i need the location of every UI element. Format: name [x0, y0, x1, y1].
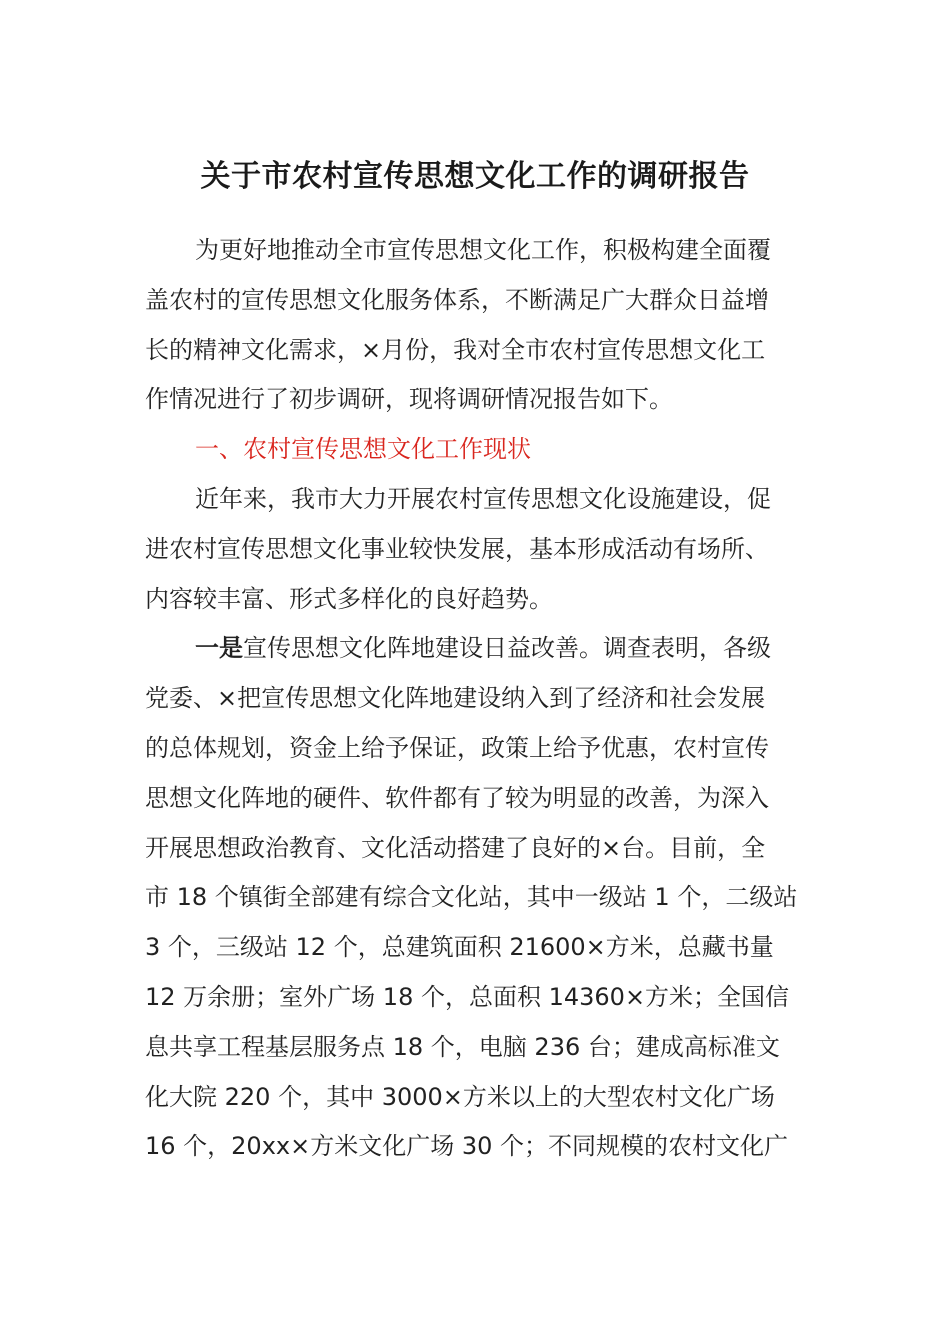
intro-line: 盖农村的宣传思想文化服务体系，不断满足广大群众日益增: [145, 285, 769, 314]
section-heading: 一、农村宣传思想文化工作现状: [195, 435, 531, 464]
point-text: 宣传思想文化阵地建设日益改善。调查表明，各级: [243, 634, 771, 663]
section-line: 内容较丰富、形式多样化的良好趋势。: [145, 584, 553, 613]
point-line: 息共享工程基层服务点 18 个，电脑 236 台；建成高标准文: [145, 1032, 780, 1061]
point-line: 开展思想政治教育、文化活动搭建了良好的×台。目前，全: [145, 833, 766, 862]
point-line: 化大院 220 个，其中 3000×方米以上的大型农村文化广场: [145, 1082, 775, 1111]
point-line: 12 万余册；室外广场 18 个，总面积 14360×方米；全国信: [145, 982, 790, 1011]
point-line: 思想文化阵地的硬件、软件都有了较为明显的改善，为深入: [145, 783, 769, 812]
section-line: 进农村宣传思想文化事业较快发展，基本形成活动有场所、: [145, 534, 769, 563]
intro-line: 为更好地推动全市宣传思想文化工作，积极构建全面覆: [195, 236, 771, 264]
point-label: 一是: [195, 634, 243, 663]
section-line: 近年来，我市大力开展农村宣传思想文化设施建设，促: [195, 484, 771, 513]
intro-line: 长的精神文化需求，×月份，我对全市农村宣传思想文化工: [145, 335, 766, 364]
document-body: [145, 226, 805, 1172]
point-line: 的总体规划，资金上给予保证，政策上给予优惠，农村宣传: [145, 733, 769, 762]
point-line: 16 个，20xx×方米文化广场 30 个；不同规模的农村文化广: [145, 1132, 789, 1161]
point-line: 3 个，三级站 12 个，总建筑面积 21600×方米，总藏书量: [145, 933, 774, 962]
point-line: 市 18 个镇街全部建有综合文化站，其中一级站 1 个，二级站: [145, 883, 798, 912]
page-title: 关于市农村宣传思想文化工作的调研报告: [200, 159, 750, 194]
point-line: [145, 624, 805, 674]
point-line: 党委、×把宣传思想文化阵地建设纳入到了经济和社会发展: [145, 684, 766, 713]
intro-line: 作情况进行了初步调研，现将调研情况报告如下。: [145, 385, 673, 414]
